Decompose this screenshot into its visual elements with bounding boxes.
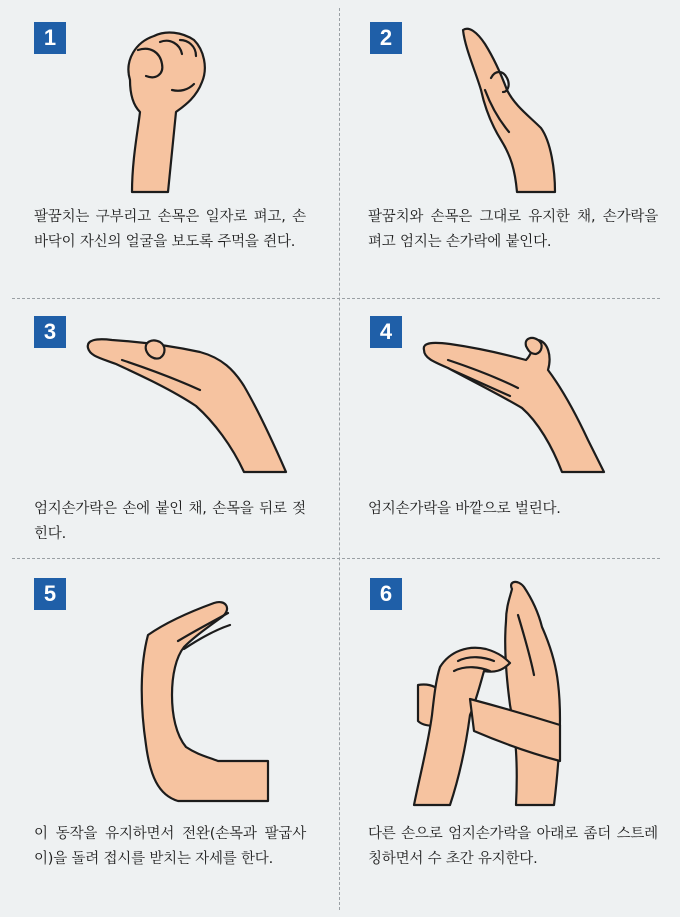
- step-number-badge: 5: [34, 578, 66, 610]
- row-divider-1: [12, 298, 660, 299]
- step-number-badge: 3: [34, 316, 66, 348]
- step-number-badge: 6: [370, 578, 402, 610]
- step-description: 다른 손으로 엄지손가락을 아래로 좀더 스트레칭하면서 수 초간 유지한다.: [368, 826, 658, 867]
- step-description: 이 동작을 유지하면서 전완(손목과 팔굽사이)을 돌려 접시를 받치는 자세를 한다.: [34, 826, 306, 867]
- step-number-badge: 1: [34, 22, 66, 54]
- thumb-spread-illustration: [418, 330, 618, 480]
- fingers-extended-illustration: [455, 20, 565, 200]
- waiter-tray-pose-illustration: [128, 585, 278, 805]
- thumb-stretch-other-hand-illustration: [410, 575, 590, 810]
- column-divider: [339, 8, 340, 910]
- step-number-badge: 2: [370, 22, 402, 54]
- wrist-extended-thumb-closed-illustration: [82, 330, 302, 480]
- step-number-badge: 4: [370, 316, 402, 348]
- fist-wrist-flexed-illustration: [110, 20, 220, 200]
- step-description: 엄지손가락을 바깥으로 벌린다.: [368, 501, 561, 517]
- step-description: 팔꿈치와 손목은 그대로 유지한 채, 손가락을 펴고 엄지는 손가락에 붙인다.: [368, 209, 658, 250]
- row-divider-2: [12, 558, 660, 559]
- step-description: 팔꿈치는 구부리고 손목은 일자로 펴고, 손바닥이 자신의 얼굴을 보도록 주먹을 쥔다.: [34, 209, 306, 250]
- step-description: 엄지손가락은 손에 붙인 채, 손목을 뒤로 젖힌다.: [34, 501, 306, 542]
